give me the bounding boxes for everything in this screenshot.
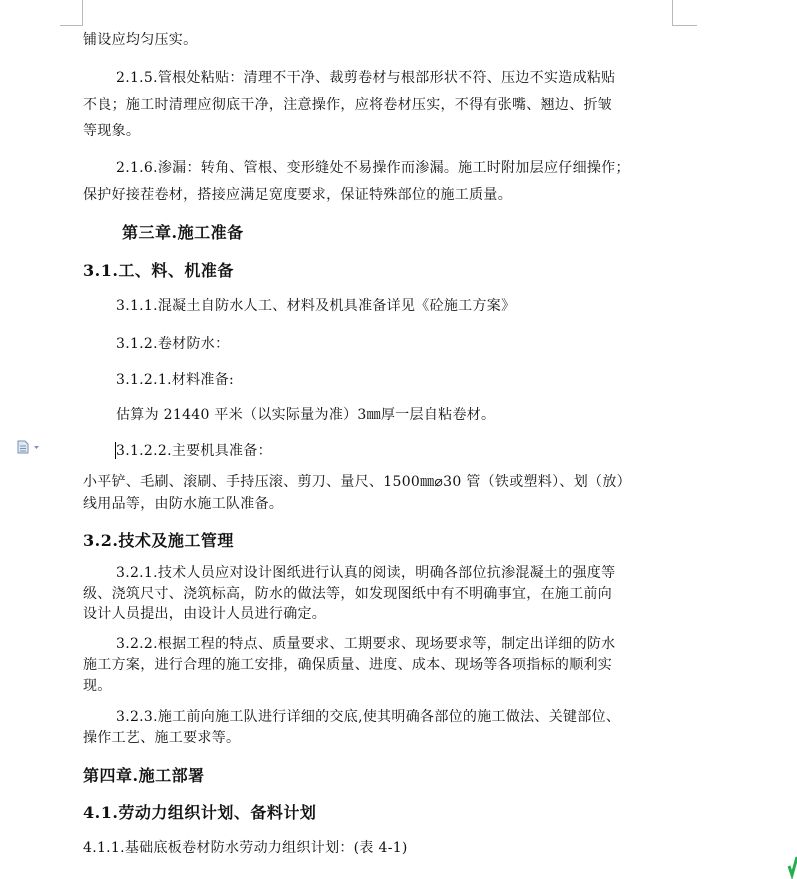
paragraph-line: 等现象。 — [83, 123, 141, 139]
paragraph-line: 3.1.2.卷材防水： — [116, 336, 230, 352]
paragraph-line: 施工方案，进行合理的施工安排，确保质量、进度、成本、现场等各项指标的顺利实 — [83, 657, 613, 673]
paragraph-line: 级、浇筑尺寸、浇筑标高，防水的做法等，如发现图纸中有不明确事宜，在施工前向 — [83, 586, 613, 602]
paragraph-line: 线用品等，由防水施工队准备。 — [83, 496, 284, 512]
crop-mark-right — [672, 0, 673, 26]
paragraph-line: 3.2.3.施工前向施工队进行详细的交底,使其明确各部位的施工做法、关键部位、 — [116, 709, 621, 725]
paragraph-line: 小平铲、毛刷、滚刷、手持压滚、剪刀、量尺、1500㎜⌀30 管（铁或塑料）、划（放） — [83, 474, 631, 490]
crop-mark-top-left — [60, 25, 82, 26]
paragraph-line: 保护好接茬卷材，搭接应满足宽度要求，保证特殊部位的施工质量。 — [83, 187, 512, 203]
paragraph-line: 现。 — [83, 678, 112, 694]
paragraph-line: 估算为 21440 平米（以实际量为准）3㎜厚一层自粘卷材。 — [116, 407, 496, 423]
paragraph-options-icon[interactable] — [17, 440, 43, 454]
chapter-heading: 第四章.施工部署 — [83, 766, 205, 785]
paragraph-line: 铺设应均匀压实。 — [83, 32, 198, 48]
paragraph-line: 3.1.1.混凝土自防水人工、材料及机具准备详见《砼施工方案》 — [116, 298, 516, 314]
paragraph-line: 设计人员提出，由设计人员进行确定。 — [83, 606, 327, 622]
paragraph-line: 3.1.2.1.材料准备: — [116, 372, 235, 388]
paragraph-line: 不良；施工时清理应彻底干净，注意操作，应将卷材压实，不得有张嘴、翘边、折皱 — [83, 97, 613, 113]
crop-mark-top-right — [673, 25, 697, 26]
logo-corner-icon — [786, 852, 797, 879]
paragraph-line: 3.2.1.技术人员应对设计图纸进行认真的阅读，明确各部位抗渗混凝土的强度等 — [116, 565, 616, 581]
crop-mark-left — [82, 0, 83, 26]
paragraph-line: 操作工艺、施工要求等。 — [83, 730, 241, 746]
section-heading: 4.1.劳动力组织计划、备料计划 — [83, 803, 317, 822]
section-heading: 3.2.技术及施工管理 — [83, 531, 234, 550]
paragraph-line: 4.1.1.基础底板卷材防水劳动力组织计划：(表 4-1) — [83, 840, 408, 856]
paragraph-line: 2.1.6.渗漏：转角、管根、变形缝处不易操作而渗漏。施工时附加层应仔细操作； — [116, 160, 630, 176]
paragraph-line: 3.2.2.根据工程的特点、质量要求、工期要求、现场要求等，制定出详细的防水 — [116, 636, 616, 652]
chapter-heading: 第三章.施工准备 — [122, 223, 244, 242]
paragraph-line: 2.1.5.管根处粘贴：清理不干净、裁剪卷材与根部形状不符、压边不实造成粘贴 — [116, 70, 616, 86]
paragraph-line[interactable]: 3.1.2.2.主要机具准备： — [116, 443, 272, 459]
section-heading: 3.1.工、料、机准备 — [83, 261, 234, 280]
